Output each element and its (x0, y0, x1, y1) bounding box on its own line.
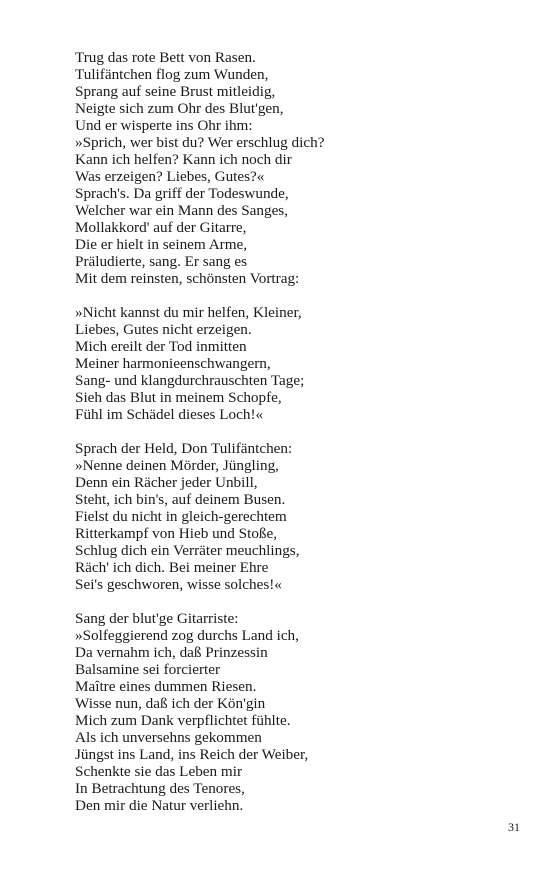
verse-line: Präludierte, sang. Er sang es (75, 253, 248, 270)
verse-line: Sprang auf seine Brust mitleidig, (75, 83, 276, 100)
verse-line: Steht, ich bin's, auf deinem Busen. (75, 491, 286, 508)
verse-line: Kann ich helfen? Kann ich noch dir (75, 151, 292, 168)
verse-line: Sang- und klangdurchrauschten Tage; (75, 372, 305, 389)
verse-line: Meiner harmonieenschwangern, (75, 355, 271, 372)
verse-line: Sprach der Held, Don Tulifäntchen: (75, 440, 293, 457)
verse-line: Balsamine sei forcierter (75, 661, 221, 678)
verse-line: Da vernahm ich, daß Prinzessin (75, 644, 268, 661)
verse-line: Sei's geschworen, wisse solches!« (75, 576, 282, 593)
verse-line: »Nenne deinen Mörder, Jüngling, (75, 457, 279, 474)
stanza (75, 440, 515, 593)
stanza (75, 610, 515, 814)
verse-line: Und er wisperte ins Ohr ihm: (75, 117, 253, 134)
verse-line: Räch' ich dich. Bei meiner Ehre (75, 559, 269, 576)
verse-line: Maître eines dummen Riesen. (75, 678, 257, 695)
verse-line: Schlug dich ein Verräter meuchlings, (75, 542, 300, 559)
verse-line: Die er hielt in seinem Arme, (75, 236, 248, 253)
verse-line: Mollakkord' auf der Gitarre, (75, 219, 247, 236)
verse-line: Fühl im Schädel dieses Loch!« (75, 406, 264, 423)
verse-line: In Betrachtung des Tenores, (75, 780, 245, 797)
verse-line: Trug das rote Bett von Rasen. (75, 49, 256, 66)
verse-line: Mich zum Dank verpflichtet fühlte. (75, 712, 291, 729)
verse-line: Mit dem reinsten, schönsten Vortrag: (75, 270, 300, 287)
poem-text (75, 49, 515, 814)
verse-line: Wisse nun, daß ich der Kön'gin (75, 695, 266, 712)
verse-line: Den mir die Natur verliehn. (75, 797, 244, 814)
verse-line: Sieh das Blut in meinem Schopfe, (75, 389, 282, 406)
verse-line: Fielst du nicht in gleich-gerechtem (75, 508, 287, 525)
verse-line: Als ich unversehns gekommen (75, 729, 262, 746)
verse-line: Schenkte sie das Leben mir (75, 763, 243, 780)
verse-line: Welcher war ein Mann des Sanges, (75, 202, 289, 219)
verse-line: Jüngst ins Land, ins Reich der Weiber, (75, 746, 309, 763)
verse-line: »Solfeggierend zog durchs Land ich, (75, 627, 299, 644)
verse-line: Tulifäntchen flog zum Wunden, (75, 66, 269, 83)
verse-line: Sprach's. Da griff der Todeswunde, (75, 185, 289, 202)
verse-line: Neigte sich zum Ohr des Blut'gen, (75, 100, 284, 117)
verse-line: Denn ein Rächer jeder Unbill, (75, 474, 258, 491)
verse-line: Ritterkampf von Hieb und Stoße, (75, 525, 278, 542)
verse-line: »Sprich, wer bist du? Wer erschlug dich? (75, 134, 325, 151)
verse-line: Mich ereilt der Tod inmitten (75, 338, 247, 355)
verse-line: Sang der blut'ge Gitarriste: (75, 610, 239, 627)
verse-line: Liebes, Gutes nicht erzeigen. (75, 321, 252, 338)
page-number: 31 (508, 820, 520, 834)
verse-line: »Nicht kannst du mir helfen, Kleiner, (75, 304, 302, 321)
verse-line: Was erzeigen? Liebes, Gutes?« (75, 168, 265, 185)
stanza (75, 304, 515, 423)
stanza (75, 49, 515, 287)
